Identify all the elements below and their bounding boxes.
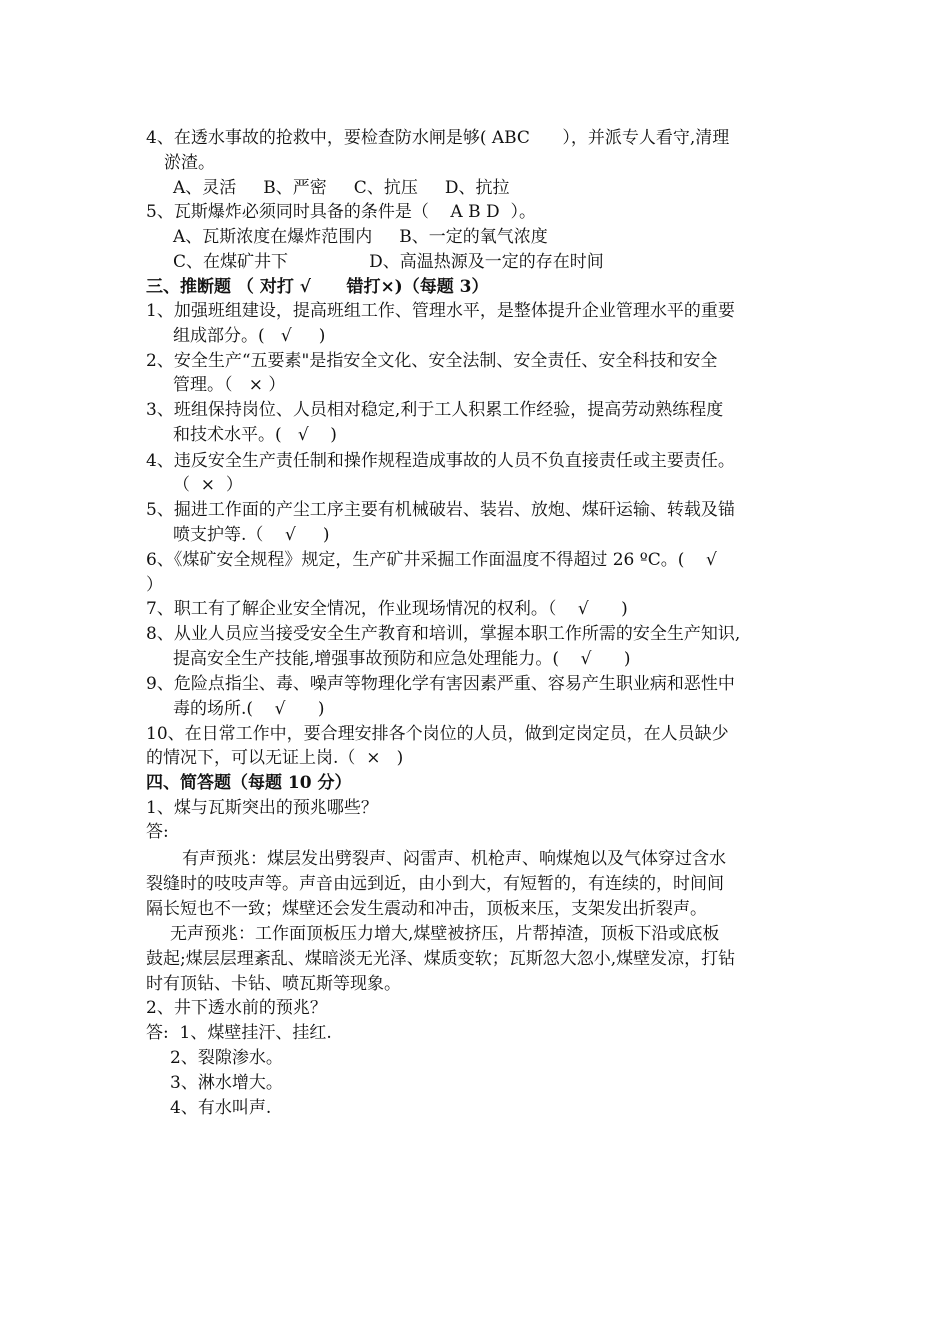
question-5-stem: 5、瓦斯爆炸必须同时具备的条件是（ A B D ）。 bbox=[146, 202, 536, 222]
answer-2-item-1: 答: 1、煤壁挂汗、挂红. bbox=[146, 1023, 332, 1043]
judge-1: 1、加强班组建设，提高班组工作、管理水平，是整体提升企业管理水平的重要 bbox=[146, 301, 735, 321]
judge-10: 10、在日常工作中，要合理安排各个岗位的人员，做到定岗定员，在人员缺少 bbox=[146, 724, 729, 744]
question-5-options-ab: A、瓦斯浓度在爆炸范围内 B、一定的氧气浓度 bbox=[173, 227, 548, 247]
answer-1-para-1-line-2: 裂缝时的吱吱声等。声音由远到近，由小到大，有短暂的，有连续的，时间间 bbox=[146, 874, 724, 894]
judge-6: 6、《煤矿安全规程》规定，生产矿井采掘工作面温度不得超过 26 ºC。( √ bbox=[146, 550, 717, 570]
judge-2-answer: 管理。（ × ） bbox=[173, 375, 286, 395]
answer-1-para-1-line-1: 有声预兆：煤层发出劈裂声、闷雷声、机枪声、响煤炮以及气体穿过含水 bbox=[182, 849, 726, 869]
short-answer-1-question: 1、煤与瓦斯突出的预兆哪些？ bbox=[146, 798, 378, 818]
judge-9: 9、危险点指尘、毒、噪声等物理化学有害因素严重、容易产生职业病和恶性中 bbox=[146, 674, 735, 694]
judge-6-answer: ） bbox=[146, 575, 163, 595]
question-4-stem-cont: 淤渣。 bbox=[164, 153, 215, 173]
judge-8: 8、从业人员应当接受安全生产教育和培训，掌握本职工作所需的安全生产知识, bbox=[146, 624, 741, 644]
judge-1-answer: 组成部分。( √ ) bbox=[173, 326, 326, 346]
answer-1-para-1-line-3: 隔长短也不一致；煤壁还会发生震动和冲击，顶板来压，支架发出折裂声。 bbox=[146, 899, 707, 919]
judge-5-answer: 喷支护等.（ √ ) bbox=[173, 525, 330, 545]
judge-3-answer: 和技术水平。( √ ) bbox=[173, 425, 337, 445]
judge-7: 7、职工有了解企业安全情况，作业现场情况的权利。（ √ ) bbox=[146, 599, 628, 619]
judge-10-answer: 的情况下，可以无证上岗.（ × ) bbox=[146, 748, 404, 768]
answer-2-item-4: 4、有水叫声. bbox=[170, 1098, 272, 1118]
answer-1-para-2-line-3: 时有顶钻、卡钻、喷瓦斯等现象。 bbox=[146, 974, 401, 994]
answer-1-para-2-line-1: 无声预兆：工作面顶板压力增大,煤壁被挤压，片帮掉渣，顶板下沿或底板 bbox=[170, 924, 720, 944]
short-answer-2-question: 2、井下透水前的预兆？ bbox=[146, 998, 327, 1018]
answer-2-item-3: 3、淋水增大。 bbox=[170, 1073, 283, 1093]
section-3-heading: 三、推断题 （ 对打 √ 错打×)（每题 3） bbox=[146, 277, 489, 297]
judge-2: 2、安全生产“五要素"是指安全文化、安全法制、安全责任、安全科技和安全 bbox=[146, 351, 718, 371]
answer-2-item-2: 2、裂隙渗水。 bbox=[170, 1048, 283, 1068]
judge-8-answer: 提高安全生产技能,增强事故预防和应急处理能力。( √ ) bbox=[173, 649, 631, 669]
section-4-heading: 四、简答题（每题 10 分） bbox=[146, 773, 352, 793]
judge-9-answer: 毒的场所.( √ ) bbox=[173, 699, 325, 719]
answer-1-para-2-line-2: 鼓起;煤层层理紊乱、煤暗淡无光泽、煤质变软；瓦斯忽大忽小,煤壁发凉，打钻 bbox=[146, 949, 736, 969]
question-4-options: A、灵活 B、严密 C、抗压 D、抗拉 bbox=[173, 178, 510, 198]
judge-4: 4、违反安全生产责任制和操作规程造成事故的人员不负直接责任或主要责任。 bbox=[146, 451, 735, 471]
answer-label: 答: bbox=[146, 822, 169, 842]
judge-3: 3、班组保持岗位、人员相对稳定,利于工人积累工作经验，提高劳动熟练程度 bbox=[146, 400, 724, 420]
judge-5: 5、掘进工作面的产尘工序主要有机械破岩、装岩、放炮、煤矸运输、转载及锚 bbox=[146, 500, 735, 520]
question-5-options-cd: C、在煤矿井下 D、高温热源及一定的存在时间 bbox=[173, 252, 604, 272]
judge-4-answer: （ × ） bbox=[173, 475, 243, 495]
question-4-stem: 4、在透水事故的抢救中，要检查防水闸是够( ABC ），并派专人看守,清理 bbox=[146, 128, 730, 148]
